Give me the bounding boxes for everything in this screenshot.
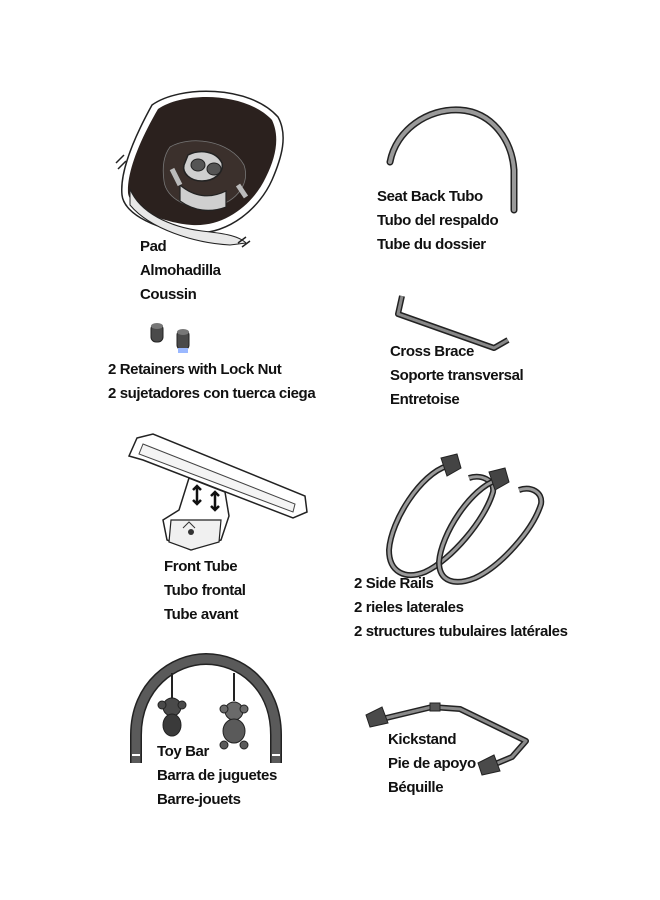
front-tube-label	[164, 555, 246, 627]
retainers-label-es: 2 sujetadores con tuerca ciega	[108, 385, 316, 402]
front-tube-label-en: Front Tube	[164, 558, 238, 575]
seat-back-tube-label-es: Tubo del respaldo	[377, 212, 499, 229]
seat-back-tube-label-fr: Tube du dossier	[377, 236, 486, 253]
cross-brace-label	[390, 340, 523, 412]
kickstand-label-fr: Béquille	[388, 779, 444, 796]
side-rails-illustration	[385, 450, 550, 585]
retainers-label-en: 2 Retainers with Lock Nut	[108, 361, 282, 378]
seat-pad-illustration	[110, 85, 290, 255]
pad-label-en: Pad	[140, 238, 167, 255]
kickstand-label-es: Pie de apoyo	[388, 755, 476, 772]
side-rails-label	[354, 572, 568, 644]
toy-bar-label-es: Barra de juguetes	[157, 767, 277, 784]
retainers-illustration	[145, 318, 200, 358]
pad-label-es: Almohadilla	[140, 262, 221, 279]
cross-brace-label-en: Cross Brace	[390, 343, 474, 360]
front-tube-label-es: Tubo frontal	[164, 582, 246, 599]
seat-back-tube-label	[377, 185, 498, 257]
pad-label	[140, 235, 221, 307]
front-tube-label-fr: Tube avant	[164, 606, 239, 623]
toy-bar-label	[157, 740, 277, 812]
side-rails-label-fr: 2 structures tubulaires latérales	[354, 623, 568, 640]
monkey-toy-right-icon	[220, 673, 248, 749]
retainers-label	[108, 358, 315, 406]
side-rails-label-en: 2 Side Rails	[354, 575, 434, 592]
toy-bar-label-fr: Barre-jouets	[157, 791, 241, 808]
kickstand-label	[388, 728, 476, 800]
cross-brace-label-es: Soporte transversal	[390, 367, 524, 384]
kickstand-label-en: Kickstand	[388, 731, 457, 748]
front-tube-illustration	[125, 430, 315, 560]
pad-label-fr: Coussin	[140, 286, 197, 303]
retainer-left-icon	[151, 323, 163, 342]
cross-brace-label-fr: Entretoise	[390, 391, 460, 408]
side-rails-label-es: 2 rieles laterales	[354, 599, 464, 616]
side-rail-right-icon	[439, 468, 541, 582]
toy-bar-label-en: Toy Bar	[157, 743, 209, 760]
retainer-right-icon	[177, 329, 189, 353]
seat-back-tube-label-en: Seat Back Tubo	[377, 188, 483, 205]
